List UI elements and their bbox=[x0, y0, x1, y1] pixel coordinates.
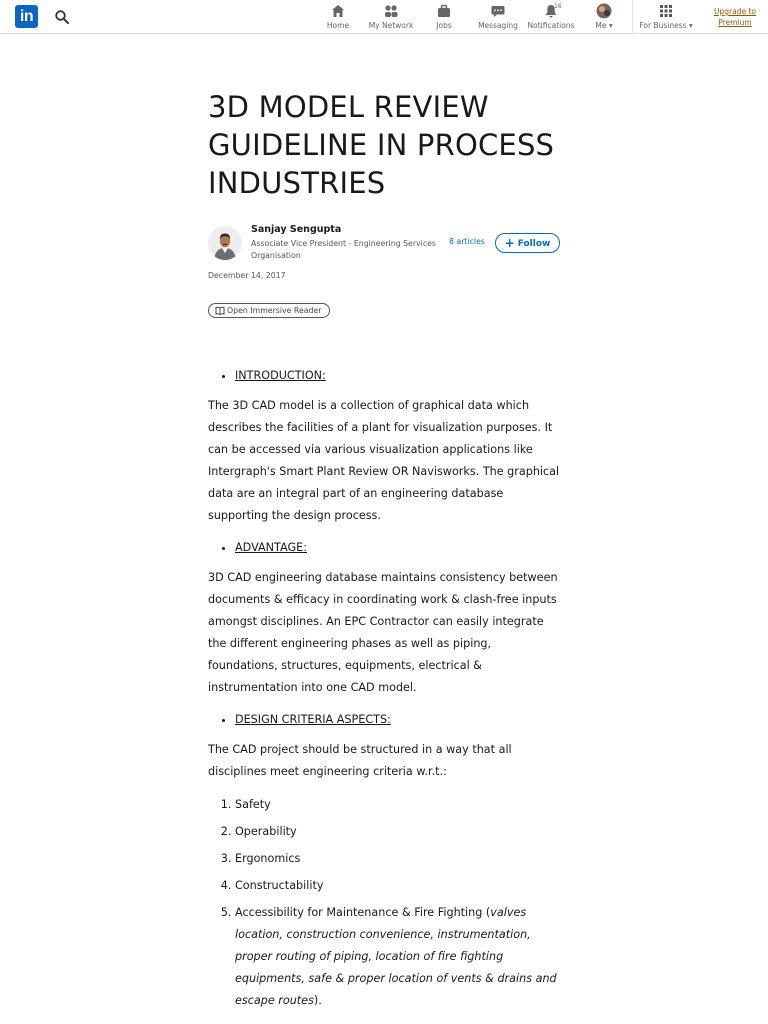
chat-icon bbox=[476, 3, 520, 19]
home-icon bbox=[322, 3, 354, 19]
publish-date: December 14, 2017 bbox=[208, 271, 286, 280]
nav-label: Notifications bbox=[527, 21, 575, 30]
criteria-list bbox=[208, 794, 564, 1012]
section-heading-introduction: INTRODUCTION: bbox=[235, 369, 326, 382]
notification-count-badge: 16 bbox=[554, 3, 562, 10]
section-list bbox=[208, 365, 564, 387]
author-avatar[interactable] bbox=[208, 226, 242, 260]
linkedin-logo[interactable]: in bbox=[15, 5, 38, 28]
list-item bbox=[235, 537, 564, 559]
list-item bbox=[235, 709, 564, 731]
upgrade-premium-link[interactable] bbox=[706, 6, 764, 28]
immersive-reader-button[interactable] bbox=[208, 303, 330, 318]
bell-icon bbox=[527, 3, 575, 19]
nav-item-me[interactable] bbox=[588, 3, 620, 33]
author-card bbox=[208, 224, 564, 264]
list-item: 2. Operability bbox=[235, 821, 564, 843]
nav-label: My Network bbox=[368, 21, 414, 30]
nav-label: Jobs bbox=[436, 21, 452, 30]
plus-icon: + bbox=[504, 236, 515, 250]
list-item: 4. Constructability bbox=[235, 875, 564, 897]
global-nav bbox=[0, 0, 768, 34]
section-heading-design-criteria: DESIGN CRITERIA ASPECTS: bbox=[235, 713, 391, 726]
follow-button[interactable] bbox=[495, 233, 560, 253]
nav-item-for-business[interactable] bbox=[638, 3, 694, 33]
book-icon bbox=[215, 306, 225, 319]
author-name[interactable]: Sanjay Sengupta bbox=[251, 224, 342, 235]
follow-label: Follow bbox=[517, 239, 551, 249]
list-item bbox=[235, 902, 564, 1012]
nav-label: Messaging bbox=[478, 21, 518, 30]
search-icon[interactable] bbox=[54, 9, 70, 25]
immersive-reader-label: Open Immersive Reader bbox=[227, 306, 322, 315]
network-icon bbox=[366, 3, 416, 19]
author-articles-link[interactable]: 8 articles bbox=[449, 237, 485, 246]
nav-label: Me ▾ bbox=[595, 21, 613, 30]
paragraph-advantage: 3D CAD engineering database maintains consistency between documents & efficacy in coordinating work & clash-free inputs amongst disciplines. An EPC Contractor can easily integrate the different engineering phases as well as piping, foundations, structures, equipments, electrical & instrumentation into one CAD model. bbox=[208, 571, 558, 694]
briefcase-icon bbox=[430, 3, 458, 19]
nav-item-notifications[interactable] bbox=[527, 3, 575, 33]
paragraph-design-criteria: The CAD project should be structured in a way that all disciplines meet engineering criteria w.r.t.: bbox=[208, 743, 512, 778]
article-title: 3D MODEL REVIEW GUIDELINE IN PROCESS INDUSTRIES bbox=[208, 90, 555, 200]
nav-label: For Business ▾ bbox=[639, 21, 693, 30]
paragraph-introduction: The 3D CAD model is a collection of graphical data which describes the facilities of a plant for visualization purposes. It can be accessed via various visualization applications like Intergraph's Smart Plant Review OR Navisworks. The graphical data are an integral part of an engineering database supporting the design process. bbox=[208, 399, 560, 522]
list-item bbox=[235, 365, 564, 387]
premium-line-1: Upgrade to bbox=[714, 7, 756, 16]
nav-item-messaging[interactable] bbox=[476, 3, 520, 33]
section-list bbox=[208, 709, 564, 731]
author-headline: Associate Vice President - Engineering Services Organisation bbox=[251, 239, 436, 260]
nav-item-jobs[interactable] bbox=[430, 3, 458, 33]
premium-line-2: Premium bbox=[718, 18, 752, 27]
article bbox=[208, 88, 564, 1017]
section-heading-advantage: ADVANTAGE: bbox=[235, 541, 307, 554]
nav-item-home[interactable] bbox=[322, 3, 354, 33]
section-list bbox=[208, 537, 564, 559]
caret-down-icon: ▾ bbox=[688, 21, 693, 30]
avatar-icon bbox=[588, 3, 620, 19]
criteria-5-end: ). bbox=[313, 994, 322, 1007]
grid-icon bbox=[638, 3, 694, 19]
criteria-5-italic: valves location, construction convenience, instrumentation, proper routing of piping, location of fire fighting equipments, safe & proper location of vents & drains and escape routes bbox=[235, 906, 557, 1007]
article-body bbox=[208, 365, 564, 1012]
nav-divider bbox=[632, 0, 633, 33]
caret-down-icon: ▾ bbox=[608, 21, 613, 30]
criteria-5-text: Accessibility for Maintenance & Fire Fighting ( bbox=[235, 906, 491, 919]
nav-item-my-network[interactable] bbox=[366, 3, 416, 33]
list-item: 1. Safety bbox=[235, 794, 564, 816]
nav-label: Home bbox=[326, 21, 350, 30]
list-item: 3. Ergonomics bbox=[235, 848, 564, 870]
